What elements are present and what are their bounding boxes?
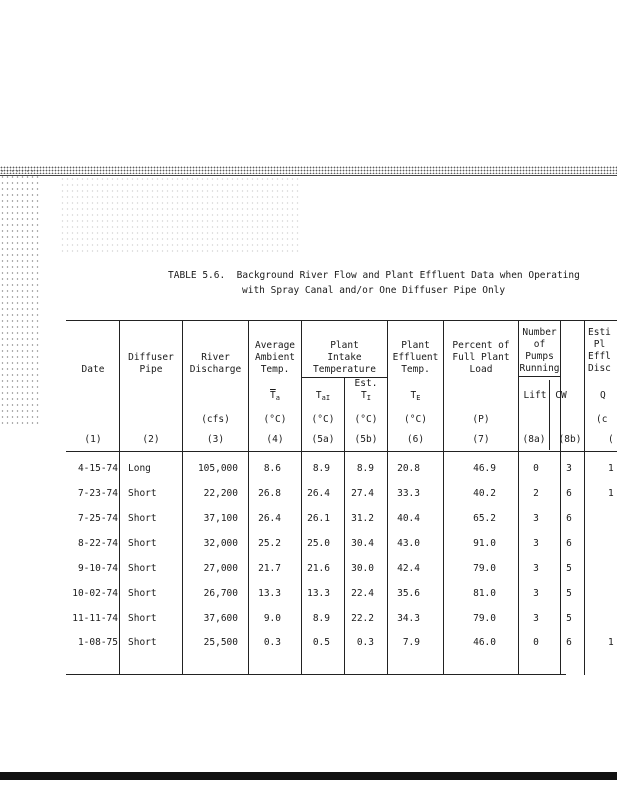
cell-effluent: 42.4 — [397, 563, 420, 574]
col-number: (8b) — [558, 434, 582, 445]
col-number: (4) — [266, 434, 284, 445]
symbol-intake-ai: $T_{aI}$ — [315, 390, 331, 402]
cell-date: 4-15-74 — [77, 463, 118, 474]
cell-effluent: 40.4 — [397, 513, 420, 524]
header-intake-temperature: Plant Intake Temperature — [313, 340, 376, 375]
header-date: Date — [81, 364, 105, 375]
cell-q: 1 — [608, 463, 614, 474]
cell-date: 8-22-74 — [77, 538, 118, 549]
cell-discharge: 37,100 — [203, 513, 238, 524]
cell-intake-ai: 0.5 — [312, 637, 330, 648]
table-row — [0, 637, 617, 651]
cell-ambient: 9.0 — [263, 613, 281, 624]
cell-lift: 3 — [533, 613, 539, 624]
cell-intake-ai: 13.3 — [307, 588, 330, 599]
cell-intake-ai: 21.6 — [307, 563, 330, 574]
cell-load: 65.2 — [473, 513, 496, 524]
cell-q: 1 — [608, 637, 614, 648]
table-header-rule — [66, 451, 617, 452]
table-bottom-rule — [66, 674, 566, 675]
cell-load: 79.0 — [473, 563, 496, 574]
cell-ambient: 13.3 — [258, 588, 281, 599]
cell-pipe: Short — [128, 637, 157, 648]
col-number: (5a) — [311, 434, 335, 445]
cell-cw: 5 — [566, 613, 572, 624]
header-diffuser-pipe: Diffuser Pipe — [128, 352, 174, 375]
col-number: (6) — [406, 434, 425, 445]
cell-lift: 3 — [533, 563, 539, 574]
symbol-lift: Lift — [523, 390, 547, 401]
cell-discharge: 22,200 — [203, 488, 238, 499]
cell-load: 46.9 — [473, 463, 496, 474]
cell-cw: 3 — [566, 463, 572, 474]
cell-intake-est: 8.9 — [356, 463, 374, 474]
caption-line-1: Background River Flow and Plant Effluent Data when Operating — [236, 270, 580, 281]
table-number: TABLE 5.6. — [168, 270, 226, 281]
cell-intake-ai: 8.9 — [312, 463, 330, 474]
cell-intake-ai: 8.9 — [312, 613, 330, 624]
page-top-rule — [0, 175, 617, 176]
unit-intake-a: (°C) — [311, 414, 335, 425]
symbol-ambient: $\overline{T}_a$ — [270, 390, 280, 402]
cell-pipe: Short — [128, 613, 157, 624]
col-number: (7) — [472, 434, 490, 445]
cell-cw: 6 — [566, 637, 572, 648]
page-bottom-edge — [0, 772, 617, 780]
header-ambient-temp: Average Ambient Temp. — [254, 340, 296, 375]
cell-lift: 3 — [533, 513, 539, 524]
cell-intake-est: 30.4 — [351, 538, 374, 549]
cell-ambient: 21.7 — [258, 563, 281, 574]
table-top-rule — [66, 320, 617, 321]
cell-date: 11-11-74 — [72, 613, 118, 624]
cell-load: 40.2 — [473, 488, 496, 499]
header-river-discharge: River Discharge — [189, 352, 242, 375]
cell-ambient: 26.4 — [258, 513, 281, 524]
symbol-cw: CW — [555, 390, 567, 401]
cell-pipe: Short — [128, 488, 157, 499]
symbol-intake-est: Est. $T_I$ — [354, 378, 378, 402]
cell-ambient: 8.6 — [263, 463, 281, 474]
cell-effluent: 43.0 — [397, 538, 420, 549]
cell-effluent: 20.8 — [397, 463, 420, 474]
cell-date: 1-08-75 — [77, 637, 118, 648]
cell-cw: 5 — [566, 563, 572, 574]
cell-lift: 2 — [533, 488, 539, 499]
caption-line-2: with Spray Canal and/or One Diffuser Pipe Only — [242, 285, 506, 296]
cell-lift: 3 — [533, 588, 539, 599]
unit-percent: (P) — [472, 414, 490, 425]
cell-effluent: 7.9 — [402, 637, 420, 648]
table-caption — [168, 268, 580, 298]
scan-noise — [60, 176, 300, 256]
header-pumps-running: Number of Pumps Running — [519, 327, 560, 374]
table-row — [0, 563, 617, 577]
cell-intake-est: 27.4 — [351, 488, 374, 499]
cell-q: 1 — [608, 488, 614, 499]
unit-river: (cfs) — [201, 414, 230, 425]
col-number: ( — [608, 434, 614, 445]
cell-intake-est: 0.3 — [356, 637, 374, 648]
cell-intake-est: 30.0 — [351, 563, 374, 574]
cell-cw: 6 — [566, 513, 572, 524]
cell-intake-ai: 25.0 — [307, 538, 330, 549]
header-percent-load: Percent of Full Plant Load — [452, 340, 510, 375]
cell-cw: 6 — [566, 488, 572, 499]
scan-noise — [0, 168, 40, 428]
header-estimated-discharge: Esti Pl Effl Disc — [588, 327, 611, 374]
unit-ambient: (°C) — [263, 414, 287, 425]
unit-estimated: (c — [596, 414, 608, 425]
cell-pipe: Short — [128, 538, 157, 549]
table-row — [0, 538, 617, 552]
cell-lift: 3 — [533, 538, 539, 549]
cell-load: 46.0 — [473, 637, 496, 648]
pumps-group-rule — [519, 376, 560, 377]
table-row — [0, 613, 617, 627]
table-row — [0, 513, 617, 527]
cell-effluent: 35.6 — [397, 588, 420, 599]
cell-date: 10-02-74 — [72, 588, 118, 599]
cell-intake-est: 22.4 — [351, 588, 374, 599]
cell-discharge: 25,500 — [203, 637, 238, 648]
cell-discharge: 105,000 — [197, 463, 238, 474]
cell-load: 91.0 — [473, 538, 496, 549]
cell-pipe: Short — [128, 513, 157, 524]
table-row — [0, 488, 617, 502]
cell-effluent: 33.3 — [397, 488, 420, 499]
cell-cw: 5 — [566, 588, 572, 599]
cell-intake-ai: 26.1 — [307, 513, 330, 524]
symbol-effluent: $T_E$ — [410, 390, 421, 402]
cell-lift: 0 — [533, 463, 539, 474]
cell-pipe: Long — [128, 463, 151, 474]
symbol-q: Q — [600, 390, 606, 401]
unit-effluent: (°C) — [404, 414, 427, 425]
col-number: (8a) — [522, 434, 546, 445]
cell-discharge: 37,600 — [203, 613, 238, 624]
col-number: (1) — [84, 434, 102, 445]
cell-load: 79.0 — [473, 613, 496, 624]
cell-effluent: 34.3 — [397, 613, 420, 624]
cell-date: 7-23-74 — [77, 488, 118, 499]
cell-date: 7-25-74 — [77, 513, 118, 524]
cell-discharge: 32,000 — [203, 538, 238, 549]
cell-cw: 6 — [566, 538, 572, 549]
cell-discharge: 27,000 — [203, 563, 238, 574]
page-top-edge — [0, 166, 617, 174]
cell-ambient: 26.8 — [258, 488, 281, 499]
col-number: (2) — [142, 434, 160, 445]
unit-intake-b: (°C) — [354, 414, 378, 425]
cell-pipe: Short — [128, 588, 157, 599]
cell-ambient: 25.2 — [258, 538, 281, 549]
table-row — [0, 588, 617, 602]
cell-pipe: Short — [128, 563, 157, 574]
header-effluent-temp: Plant Effluent Temp. — [392, 340, 439, 375]
cell-date: 9-10-74 — [77, 563, 118, 574]
cell-load: 81.0 — [473, 588, 496, 599]
col-number: (3) — [206, 434, 225, 445]
cell-ambient: 0.3 — [263, 637, 281, 648]
cell-intake-est: 22.2 — [351, 613, 374, 624]
cell-intake-ai: 26.4 — [307, 488, 330, 499]
cell-discharge: 26,700 — [203, 588, 238, 599]
cell-lift: 0 — [533, 637, 539, 648]
cell-intake-est: 31.2 — [351, 513, 374, 524]
table-row — [0, 463, 617, 477]
col-number: (5b) — [354, 434, 378, 445]
